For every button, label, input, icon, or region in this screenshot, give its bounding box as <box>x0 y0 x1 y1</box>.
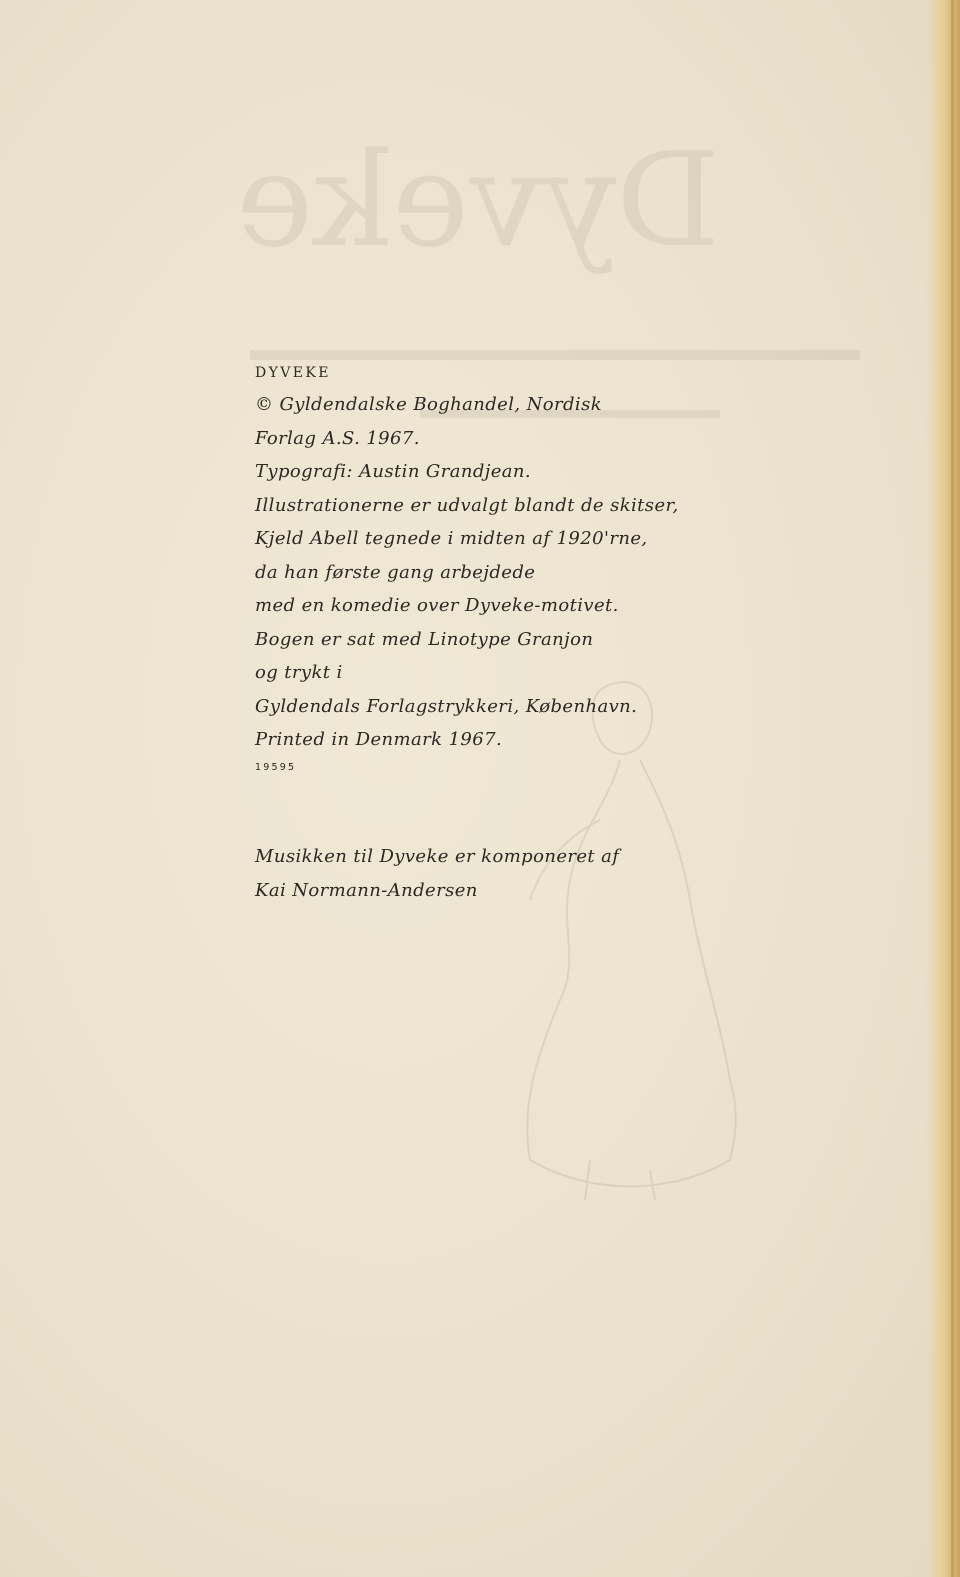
colophon-line: Typografi: Austin Grandjean. <box>255 461 532 482</box>
colophon-line: med en komedie over Dyveke-motivet. <box>255 595 619 616</box>
binding-edge <box>951 0 954 1577</box>
colophon-line: Illustrationerne er udvalgt blandt de skitser, <box>255 494 679 516</box>
colophon-line: Gyldendals Forlagstrykkeri, København. <box>255 695 638 717</box>
colophon-line: Forlag A.S. 1967. <box>255 427 420 449</box>
colophon <box>255 364 695 775</box>
colophon-heading: DYVEKE <box>255 365 331 381</box>
page-edge <box>926 0 960 1577</box>
colophon-line: da han første gang arbejdede <box>255 561 536 583</box>
colophon-line: Bogen er sat med Linotype Granjon <box>255 628 594 650</box>
colophon-line: Printed in Denmark 1967. <box>255 729 503 750</box>
music-credit <box>255 840 695 907</box>
colophon-line: © Gyldendalske Boghandel, Nordisk <box>255 394 603 415</box>
music-credit-line: Kai Normann-Andersen <box>255 879 478 901</box>
svg-text:Dyveke: Dyveke <box>236 124 720 276</box>
colophon-line: og trykt i <box>255 662 343 683</box>
music-credit-line: Musikken til Dyveke er komponeret af <box>255 846 620 867</box>
colophon-line: Kjeld Abell tegnede i midten af 1920'rne, <box>255 528 648 549</box>
print-code: 19595 <box>255 761 297 773</box>
